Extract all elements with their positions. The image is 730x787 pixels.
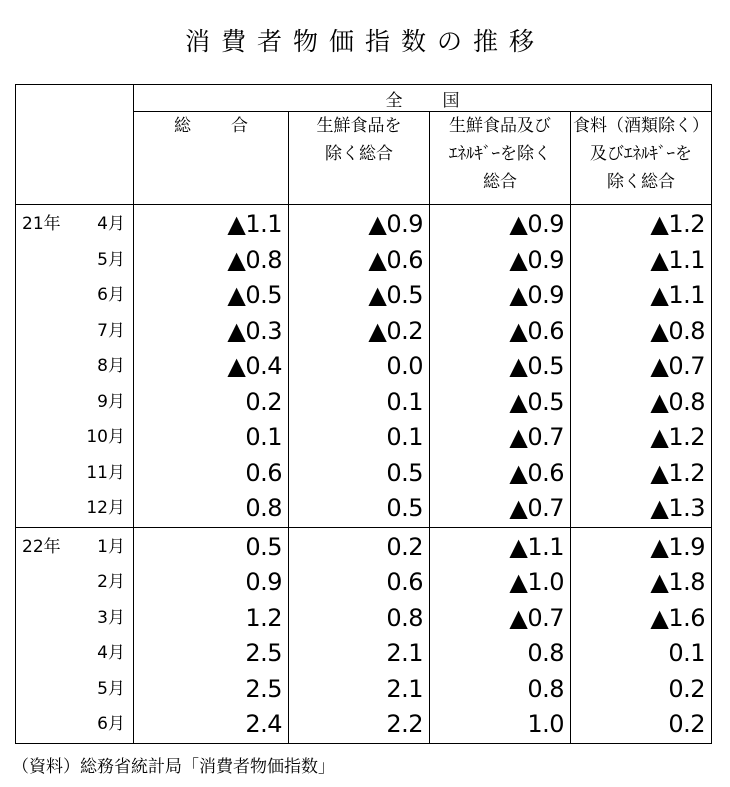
- value-cell: 2.1: [386, 674, 423, 703]
- value-cell: 1.2: [245, 603, 282, 632]
- value-cell: ▲1.1: [650, 281, 705, 309]
- corner-cell: [16, 85, 134, 205]
- value-cell: 0.1: [668, 639, 705, 667]
- value-cell: ▲0.7: [509, 603, 564, 632]
- value-cell: ▲0.5: [227, 281, 282, 309]
- month-label: 6月: [97, 714, 125, 734]
- value-cell: 0.1: [386, 387, 423, 416]
- value-cell: 2.5: [245, 639, 282, 667]
- period-line: [20, 636, 129, 672]
- year-block: [16, 527, 712, 743]
- value-cell: ▲1.2: [650, 423, 705, 451]
- value-cell: 0.8: [245, 494, 282, 522]
- value-column: [430, 527, 571, 743]
- column-header-line: 及びｴﾈﾙｷﾞｰを: [590, 144, 692, 164]
- cpi-table: [15, 84, 712, 744]
- month-label: 3月: [97, 607, 125, 628]
- value-column: [134, 205, 289, 528]
- page-title: 消費者物価指数の推移: [184, 27, 545, 56]
- value-cell: 0.2: [668, 710, 705, 738]
- value-cell: ▲1.8: [650, 568, 705, 596]
- period-line: [20, 672, 129, 708]
- month-label: 5月: [97, 678, 125, 699]
- value-cell: 1.0: [527, 710, 564, 738]
- month-label: 6月: [97, 285, 125, 305]
- value-column: [134, 527, 289, 743]
- value-cell: 0.8: [386, 603, 423, 632]
- value-cell: ▲0.9: [509, 281, 564, 309]
- value-cell: 0.6: [386, 568, 423, 596]
- value-column: [430, 205, 571, 528]
- period-line: [20, 207, 129, 243]
- value-cell: ▲1.1: [650, 245, 705, 274]
- month-label: 11月: [86, 462, 125, 483]
- value-column: [289, 527, 430, 743]
- period-line: [20, 349, 129, 385]
- value-cell: 0.5: [386, 494, 423, 522]
- column-header-line: 除く総合: [607, 172, 675, 192]
- value-cell: 2.2: [386, 710, 423, 738]
- value-cell: ▲0.4: [227, 352, 282, 380]
- value-cell: ▲0.5: [509, 387, 564, 416]
- value-cell: 0.1: [386, 423, 423, 451]
- value-cell: ▲0.5: [509, 352, 564, 380]
- value-cell: ▲1.6: [650, 603, 705, 632]
- value-cell: ▲0.3: [227, 316, 282, 345]
- month-label: 7月: [97, 320, 125, 341]
- month-label: 4月: [97, 214, 125, 234]
- month-label: 8月: [97, 356, 125, 376]
- value-cell: ▲0.8: [650, 387, 705, 416]
- value-cell: ▲1.9: [650, 532, 705, 561]
- month-label: 2月: [97, 572, 125, 592]
- column-header: [430, 112, 571, 205]
- value-cell: 0.2: [668, 674, 705, 703]
- value-cell: 2.5: [245, 674, 282, 703]
- value-cell: ▲1.2: [650, 210, 705, 238]
- column-header-line: 生鮮食品を: [316, 116, 402, 136]
- column-header: [134, 112, 289, 205]
- period-line: [20, 601, 129, 637]
- column-header: [571, 112, 712, 205]
- value-cell: 0.0: [386, 352, 423, 380]
- value-cell: ▲1.3: [650, 494, 705, 522]
- period-line: [20, 707, 129, 743]
- value-cell: 0.2: [245, 387, 282, 416]
- value-cell: ▲0.2: [368, 316, 423, 345]
- group-header-nationwide: 全国: [134, 85, 712, 112]
- value-cell: 0.6: [245, 458, 282, 487]
- period-line: [20, 491, 129, 527]
- source-note: （資料）総務省統計局「消費者物価指数」: [12, 757, 335, 777]
- value-column: [289, 205, 430, 528]
- value-cell: ▲0.9: [509, 210, 564, 238]
- period-line: [20, 530, 129, 566]
- period-line: [20, 278, 129, 314]
- column-header-line: 食料（酒類除く）: [573, 116, 709, 136]
- value-cell: 2.1: [386, 639, 423, 667]
- value-cell: ▲0.9: [368, 210, 423, 238]
- period-line: [20, 420, 129, 456]
- year-label: 21年: [22, 214, 61, 234]
- value-cell: 0.9: [245, 568, 282, 596]
- column-header: [289, 112, 430, 205]
- period-line: [20, 565, 129, 601]
- period-cell: [16, 527, 134, 743]
- value-cell: 0.5: [386, 458, 423, 487]
- column-header-line: 生鮮食品及び: [449, 116, 551, 136]
- period-line: [20, 456, 129, 492]
- value-cell: ▲0.8: [650, 316, 705, 345]
- value-cell: ▲0.6: [368, 245, 423, 274]
- column-header-line: 総合: [483, 172, 517, 192]
- period-line: [20, 314, 129, 350]
- period-line: [20, 385, 129, 421]
- value-cell: ▲1.2: [650, 458, 705, 487]
- column-header-line: ｴﾈﾙｷﾞｰを除く: [449, 144, 551, 164]
- value-cell: ▲0.5: [368, 281, 423, 309]
- value-cell: ▲1.1: [509, 532, 564, 561]
- month-label: 5月: [97, 249, 125, 270]
- column-header-line: 総合: [174, 116, 288, 136]
- value-cell: ▲0.7: [509, 423, 564, 451]
- value-cell: ▲0.8: [227, 245, 282, 274]
- month-label: 12月: [86, 498, 125, 518]
- value-cell: 2.4: [245, 710, 282, 738]
- month-label: 1月: [97, 536, 125, 557]
- period-cell: [16, 205, 134, 528]
- value-cell: ▲1.1: [227, 210, 282, 238]
- year-block: [16, 205, 712, 528]
- value-column: [571, 205, 712, 528]
- month-label: 10月: [86, 427, 125, 447]
- value-cell: ▲0.7: [650, 352, 705, 380]
- value-cell: 0.2: [386, 532, 423, 561]
- column-header-line: 除く総合: [325, 144, 393, 164]
- value-cell: ▲0.7: [509, 494, 564, 522]
- value-cell: 0.8: [527, 639, 564, 667]
- value-cell: 0.5: [245, 532, 282, 561]
- year-label: 22年: [22, 536, 61, 557]
- value-cell: ▲0.6: [509, 458, 564, 487]
- month-label: 4月: [97, 643, 125, 663]
- value-cell: 0.8: [527, 674, 564, 703]
- month-label: 9月: [97, 391, 125, 412]
- value-column: [571, 527, 712, 743]
- period-line: [20, 243, 129, 279]
- value-cell: ▲0.6: [509, 316, 564, 345]
- value-cell: ▲1.0: [509, 568, 564, 596]
- value-cell: 0.1: [245, 423, 282, 451]
- value-cell: ▲0.9: [509, 245, 564, 274]
